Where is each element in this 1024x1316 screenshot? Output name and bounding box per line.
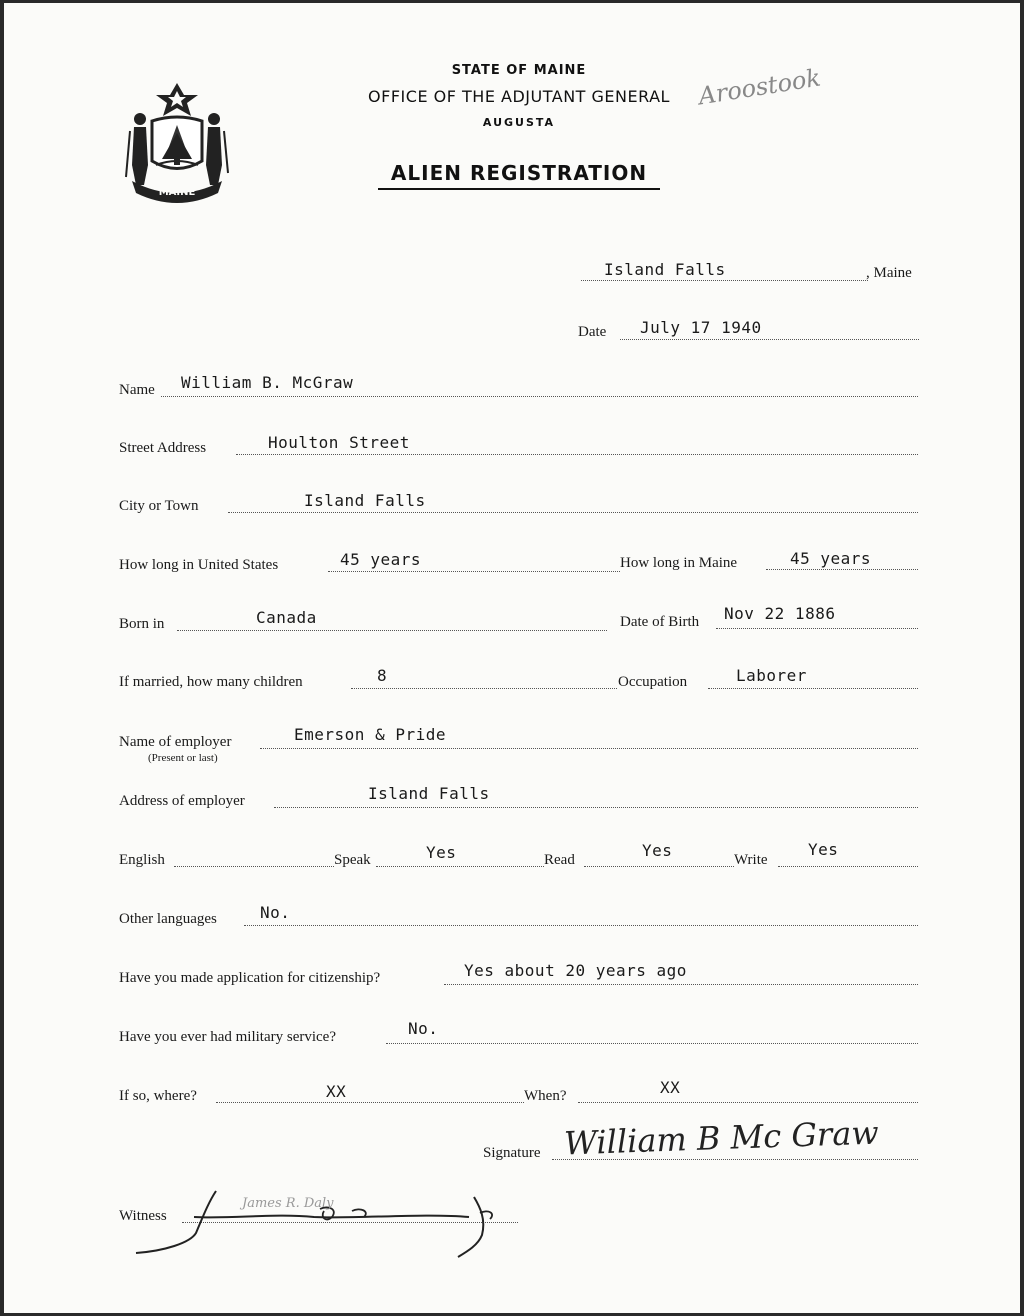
- other-languages-label: Other languages: [119, 911, 217, 927]
- read-value: Yes: [642, 841, 673, 860]
- registration-form-page: [4, 3, 1020, 1313]
- military-label: Have you ever had military service?: [119, 1029, 336, 1045]
- occupation-value: Laborer: [736, 666, 807, 685]
- state-heading: STATE OF MAINE: [451, 63, 587, 78]
- witness-name: James R. Daly: [242, 1196, 334, 1211]
- witness-label: Witness: [119, 1208, 167, 1224]
- when-label: When?: [524, 1088, 567, 1104]
- dob-value: Nov 22 1886: [724, 604, 836, 623]
- employer-value: Emerson & Pride: [294, 725, 446, 744]
- city-label: City or Town: [119, 498, 199, 514]
- speak-value: Yes: [426, 843, 457, 862]
- born-in-value: Canada: [256, 608, 317, 627]
- when-value: XX: [660, 1078, 681, 1097]
- employer-address-value: Island Falls: [368, 784, 490, 803]
- where-value: XX: [326, 1082, 347, 1101]
- us-years-value: 45 years: [340, 550, 422, 569]
- signature-value: William B Mc Graw: [563, 1113, 880, 1163]
- city-value: Island Falls: [304, 491, 426, 510]
- name-value: William B. McGraw: [181, 373, 354, 392]
- english-label: English: [119, 852, 165, 868]
- city-heading: AUGUSTA: [482, 116, 556, 129]
- employer-sublabel: (Present or last): [148, 752, 218, 764]
- office-heading: OFFICE OF THE ADJUTANT GENERAL: [368, 87, 670, 106]
- us-years-label: How long in United States: [119, 557, 279, 573]
- citizenship-value: Yes about 20 years ago: [464, 961, 687, 980]
- where-label: If so, where?: [119, 1088, 197, 1104]
- employer-label: Name of employer: [119, 734, 232, 750]
- name-label: Name: [119, 382, 155, 398]
- street-value: Houlton Street: [268, 433, 410, 452]
- dob-label: Date of Birth: [620, 614, 700, 630]
- military-value: No.: [408, 1019, 439, 1038]
- maine-years-value: 45 years: [790, 549, 872, 568]
- maine-years-label: How long in Maine: [620, 555, 738, 571]
- citizenship-label: Have you made application for citizenship?: [119, 970, 381, 986]
- date-value: July 17 1940: [640, 318, 762, 337]
- svg-text:MAINE: MAINE: [158, 187, 196, 198]
- children-value: 8: [377, 666, 388, 685]
- occupation-label: Occupation: [618, 674, 688, 690]
- speak-label: Speak: [334, 852, 371, 868]
- form-title-underline: [378, 188, 660, 190]
- write-value: Yes: [808, 840, 839, 859]
- place-suffix: , Maine: [866, 265, 912, 281]
- other-languages-value: No.: [260, 903, 291, 922]
- employer-address-label: Address of employer: [119, 793, 245, 809]
- maine-state-seal: [122, 81, 232, 201]
- write-label: Write: [734, 852, 768, 868]
- born-in-label: Born in: [119, 616, 165, 632]
- street-label: Street Address: [119, 440, 207, 456]
- county-note: Aroostook: [696, 63, 823, 111]
- date-label: Date: [578, 324, 607, 340]
- witness-signature: [124, 1183, 524, 1263]
- signature-label: Signature: [483, 1145, 541, 1161]
- place-value: Island Falls: [604, 260, 726, 279]
- children-label: If married, how many children: [119, 674, 303, 690]
- read-label: Read: [544, 852, 575, 868]
- form-title: ALIEN REGISTRATION: [390, 161, 648, 185]
